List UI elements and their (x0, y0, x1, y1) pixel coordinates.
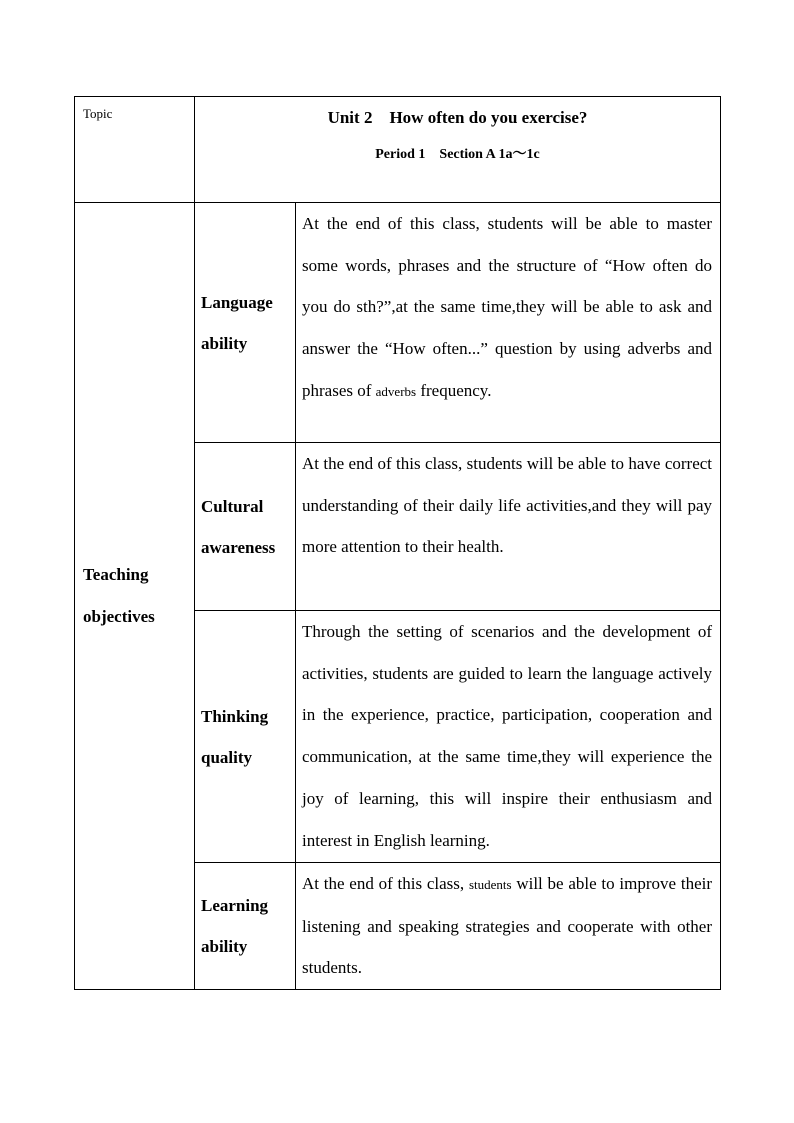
category-label-line1: Language (201, 292, 273, 312)
category-label-line2: ability (201, 937, 248, 957)
objective-text-part: will be able to improve their listening and speaking strategies and cooperate with other students. (302, 874, 713, 978)
objective-text-learning-ability (296, 863, 721, 990)
category-thinking-quality (195, 611, 296, 863)
objective-text-part: At the end of this class, students will be able to master some words, phrases and the structure of “How often do you do sth?”,at the same time,they will be able to ask and answer the “How often...” question by using adverbs and phrases of (302, 214, 713, 400)
objective-text-small: students (468, 877, 512, 892)
category-language-ability (195, 203, 296, 443)
period-line: Period 1 Section A 1a～1c (375, 147, 540, 162)
objective-text-part: frequency. (416, 380, 492, 400)
category-label-line2: quality (201, 747, 253, 767)
category-learning-ability (195, 863, 296, 990)
unit-title: Unit 2 How often do you exercise? (327, 108, 588, 127)
objective-text: Through the setting of scenarios and the development of activities, students are guided to learn the language actively in the experience, practice, participation, cooperation and communication, at the same time,they will experience the joy of learning, this will inspire their enthusiasm and interest in English learning. (302, 622, 713, 850)
objective-text-language-ability (296, 203, 721, 443)
teaching-objectives-label-line1: Teaching (83, 565, 149, 585)
objective-text-small: adverbs (375, 383, 417, 399)
category-label-line2: ability (201, 333, 248, 353)
teaching-objectives-label-cell (75, 203, 195, 990)
objective-row-language (75, 203, 721, 443)
topic-label-cell (75, 97, 195, 203)
topic-label: Topic (83, 106, 113, 121)
topic-row (75, 97, 721, 203)
category-label-line1: Thinking (201, 706, 269, 726)
teaching-objectives-label-line2: objectives (83, 607, 155, 627)
topic-content-cell (195, 97, 721, 203)
category-label-line2: awareness (201, 537, 276, 557)
category-cultural-awareness (195, 443, 296, 611)
objective-text: At the end of this class, students will be able to have correct understanding of their daily life activities,and they will pay more attention to their health. (302, 454, 713, 557)
objective-text-cultural-awareness (296, 443, 721, 611)
objective-text-thinking-quality (296, 611, 721, 863)
category-label-line1: Cultural (201, 496, 264, 516)
category-label-line1: Learning (201, 896, 269, 916)
objective-text-part: At the end of this class, (302, 874, 469, 893)
lesson-plan-table (74, 96, 721, 990)
